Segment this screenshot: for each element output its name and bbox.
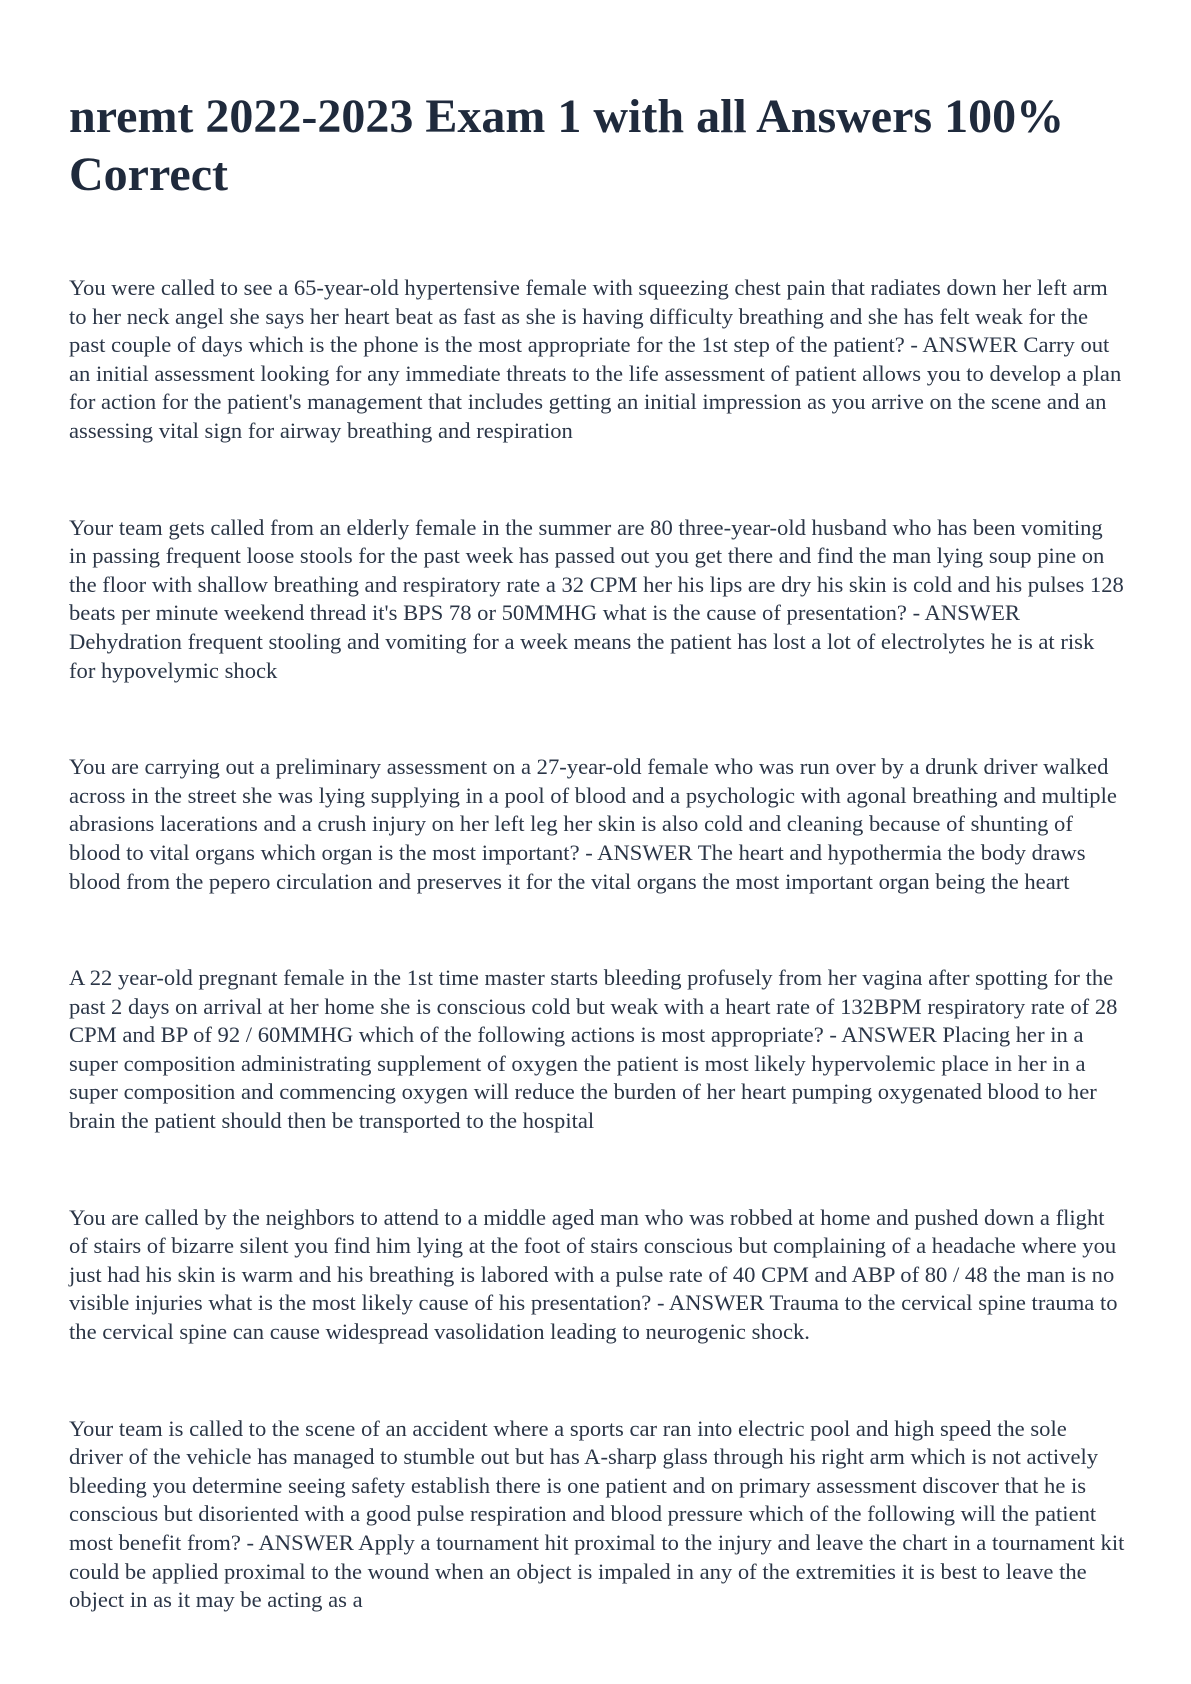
qa-list [69,274,1125,1615]
qa-item: Your team gets called from an elderly female in the summer are 80 three-year-old husband who has been vomiting in passing frequent loose stools for the past week has passed out you get there and find the man lying soup pine on the floor with shallow breathing and respiratory rate a 32 CPM her his lips are dry his skin is cold and his pulses 128 beats per minute weekend thread it's BPS 78 or 50MMHG what is the cause of presentation? - ANSWER Dehydration frequent stooling and vomiting for a week means the patient has lost a lot of electrolytes he is at risk for hypovelymic shock [69,514,1124,683]
qa-item: You are called by the neighbors to attend to a middle aged man who was robbed at home and pushed down a flight of stairs of bizarre silent you find him lying at the foot of stairs conscious but complaining of a headache where you just had his skin is warm and his breathing is labored with a pulse rate of 40 CPM and ABP of 80 / 48 the man is no visible injuries what is the most likely cause of his presentation? - ANSWER Trauma to the cervical spine trauma to the cervical spine can cause widespread vasolidation leading to neurogenic shock. [69,1204,1118,1345]
document-page [69,88,1125,1615]
document-title: nremt 2022-2023 Exam 1 with all Answers 100% Correct [69,90,1065,201]
qa-item: You were called to see a 65-year-old hypertensive female with squeezing chest pain that radiates down her left arm to her neck angel she says her heart beat as fast as she is having difficulty breathing and she has felt weak for the past couple of days which is the phone is the most appropriate for the 1st step of the patient? - ANSWER Carry out an initial assessment looking for any immediate threats to the life assessment of patient allows you to develop a plan for action for the patient's management that includes getting an initial impression as you arrive on the scene and an assessing vital sign for airway breathing and respiration [69,275,1122,443]
qa-item: You are carrying out a preliminary assessment on a 27-year-old female who was run over by a drunk driver walked across in the street she was lying supplying in a pool of blood and a psychologic with agonal breathing and multiple abrasions lacerations and a crush injury on her left leg her skin is also cold and cleaning because of shunting of blood to vital organs which organ is the most important? - ANSWER The heart and hypothermia the body draws blood from the pepero circulation and preserves it for the vital organs the most important organ being the heart [69,754,1117,894]
qa-item: A 22 year-old pregnant female in the 1st time master starts bleeding profusely from her vagina after spotting for the past 2 days on arrival at her home she is conscious cold but weak with a heart rate of 132BPM respiratory rate of 28 CPM and BP of 92 / 60MMHG which of the following actions is most appropriate? - ANSWER Placing her in a super composition administrating supplement of oxygen the patient is most likely hypervolemic place in her in a super composition and commencing oxygen will reduce the burden of her heart pumping oxygenated blood to her brain the patient should then be transported to the hospital [69,965,1118,1134]
qa-item: Your team is called to the scene of an accident where a sports car ran into electric pool and high speed the sole driver of the vehicle has managed to stumble out but has A-sharp glass through his right arm which is not actively bleeding you determine seeing safety establish there is one patient and on primary assessment discover that he is conscious but disoriented with a good pulse respiration and blood pressure which of the following will the patient most benefit from? - ANSWER Apply a tournament hit proximal to the injury and leave the chart in a tournament kit could be applied proximal to the wound when an object is impaled in any of the extremities it is best to leave the object in as it may be acting as a [69,1415,1125,1613]
